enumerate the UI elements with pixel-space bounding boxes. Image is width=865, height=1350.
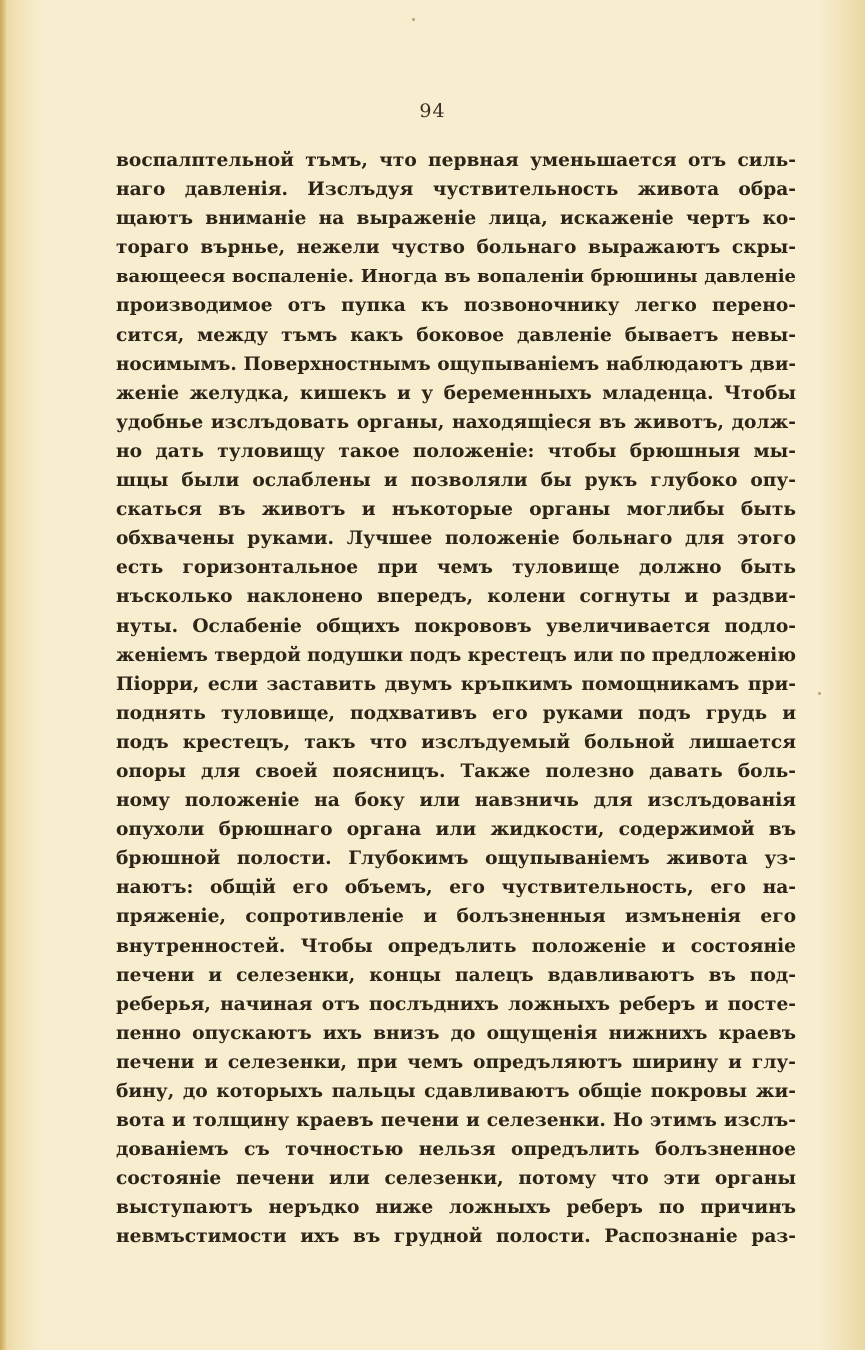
text-line: невмъстимости ихъ въ грудной полости. Распознаніе раз- — [116, 1226, 796, 1248]
text-line: печени и селезенки, концы палецъ вдавливаютъ въ под- — [116, 964, 796, 986]
text-line: внутренностей. Чтобы опредълить положеніе и состояніе — [116, 935, 796, 957]
text-line: бину, до которыхъ пальцы сдавливаютъ общіе покровы жи- — [116, 1081, 796, 1102]
text-line: опоры для своей поясницъ. Также полезно давать боль- — [116, 760, 796, 782]
text-line: шцы были ослаблены и позволяли бы рукъ глубоко опу- — [116, 470, 796, 492]
text-line: женіе желудка, кишекъ и у беременныхъ младенца. Чтобы — [116, 382, 796, 404]
page-binding-edge — [0, 0, 6, 1350]
paper-speck — [818, 692, 821, 695]
body-text — [116, 146, 796, 1252]
text-line: состояніе печени или селезенки, потому что эти органы — [116, 1168, 796, 1190]
text-line: наго давленія. Изслъдуя чуствительность живота обра- — [116, 179, 796, 201]
text-line: Піорри, если заставить двумъ кръпкимъ помощникамъ при- — [116, 673, 796, 695]
paper-speck — [412, 18, 415, 21]
text-line: обхвачены руками. Лучшее положеніе больнаго для этого — [116, 528, 796, 550]
text-line: скаться въ животъ и нъкоторые органы моглибы быть — [116, 499, 796, 521]
text-line: дованіемъ съ точностью нельзя опредълить болъзненное — [116, 1139, 796, 1161]
text-line: брюшной полости. Глубокимъ ощупываніемъ живота уз- — [116, 848, 796, 870]
text-line: реберья, начиная отъ послъднихъ ложныхъ реберъ и посте- — [116, 993, 796, 1015]
text-line: щаютъ вниманіе на выраженіе лица, искаженіе чертъ ко- — [116, 208, 796, 230]
text-line: тораго върнье, нежели чуство больнаго выражаютъ скры- — [116, 237, 796, 259]
text-line: удобнье изслъдовать органы, находящіеся въ животъ, долж- — [116, 411, 796, 433]
text-line: ному положеніе на боку или навзничь для изслъдованія — [116, 790, 796, 812]
text-line: опухоли брюшнаго органа или жидкости, содержимой въ — [116, 819, 796, 841]
text-line: женіемъ твердой подушки подъ крестецъ или по предложенію — [116, 644, 796, 666]
text-line: нъсколько наклонено впередъ, колени согнуты и раздви- — [116, 586, 796, 608]
text-line: подъ крестецъ, такъ что изслъдуемый больной лишается — [116, 731, 796, 753]
text-line: сится, между тъмъ какъ боковое давленіе бываетъ невы- — [116, 324, 796, 346]
text-line: носимымъ. Поверхностнымъ ощупываніемъ наблюдаютъ дви- — [116, 353, 796, 375]
text-line: вающееся воспаленіе. Иногда въ вопаленіи брюшины давленіе — [116, 266, 796, 288]
text-line: есть горизонтальное при чемъ туловище должно быть — [116, 557, 796, 579]
text-line: но дать туловищу такое положеніе: чтобы брюшныя мы- — [116, 440, 796, 462]
page-number: 94 — [419, 100, 446, 122]
text-line: нуты. Ослабеніе общихъ покрововъ увеличивается подло- — [116, 615, 796, 637]
text-line: поднять туловище, подхвативъ его руками подъ грудь и — [116, 702, 796, 724]
text-line: пенно опускаютъ ихъ внизъ до ощущенія нижнихъ краевъ — [116, 1022, 796, 1044]
text-line: вота и толщину краевъ печени и селезенки. Но этимъ изслъ- — [116, 1110, 796, 1132]
text-line: наютъ: общій его объемъ, его чуствительность, его на- — [116, 877, 796, 899]
text-line: выступаютъ неръдко ниже ложныхъ реберъ по причинъ — [116, 1197, 796, 1219]
text-line: печени и селезенки, при чемъ опредъляютъ ширину и глу- — [116, 1051, 796, 1073]
text-line: производимое отъ пупка къ позвоночнику легко перено- — [116, 295, 796, 317]
text-line: пряженіе, сопротивленіе и болъзненныя измъненія его — [116, 906, 796, 928]
text-line: воспалптельной тъмъ, что первная уменьшается отъ силь- — [116, 150, 796, 171]
